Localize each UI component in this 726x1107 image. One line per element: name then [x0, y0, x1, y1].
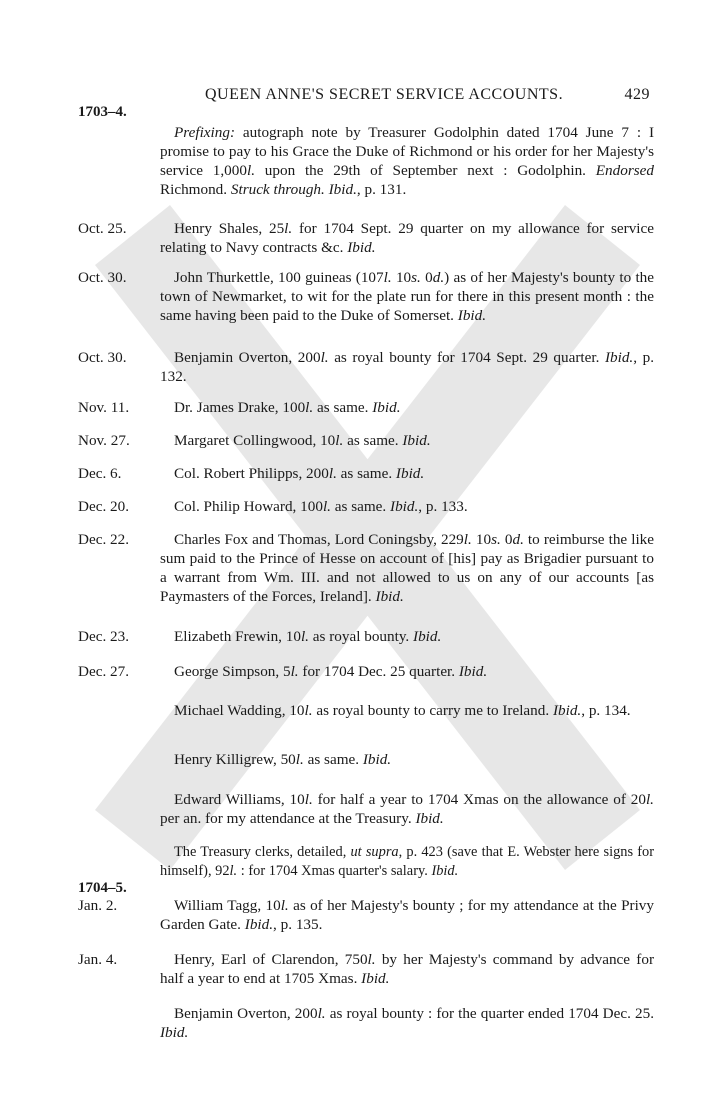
entry-text: George Simpson, 5l. for 1704 Dec. 25 quarter. Ibid.	[174, 663, 488, 680]
entry-date: Dec. 23.	[78, 628, 130, 645]
year-heading: 1703–4.	[78, 104, 127, 120]
entry-text: Charles Fox and Thomas, Lord Coningsby, 229l. 10s. 0d. to reimburse the like sum paid to the Prince of Hesse on account of [his] pay as Brigadier pursuant to a warrant from Wm. III. and not allowed to us on any of our accounts [as Paymasters of the Forces, Ireland]. Ibid.	[160, 531, 655, 605]
entry-text: Henry, Earl of Clarendon, 750l. by her Majesty's command by advance for half a year to end at 1705 Xmas. Ibid.	[160, 951, 654, 987]
year-heading: 1704–5.	[78, 880, 127, 896]
entry-text: William Tagg, 10l. as of her Majesty's bounty ; for my attendance at the Privy Garden Gate. Ibid., p. 135.	[160, 897, 654, 933]
entry-date: Oct. 30.	[78, 269, 127, 286]
ledger-entry	[78, 750, 654, 769]
entry-text: Col. Philip Howard, 100l. as same. Ibid., p. 133.	[174, 498, 468, 515]
entry-text: Benjamin Overton, 200l. as royal bounty for 1704 Sept. 29 quarter. Ibid., p. 132.	[160, 349, 655, 385]
ledger-entry	[78, 431, 654, 450]
entry-date: Nov. 27.	[78, 432, 130, 449]
ledger-entry	[78, 950, 654, 988]
entry-text: Dr. James Drake, 100l. as same. Ibid.	[174, 399, 401, 416]
ledger-entry	[78, 268, 654, 325]
entry-date: Jan. 4.	[78, 951, 118, 968]
entry-text: Michael Wadding, 10l. as royal bounty to carry me to Ireland. Ibid., p. 134.	[174, 702, 631, 719]
ledger-entry	[78, 348, 654, 386]
entry-text: The Treasury clerks, detailed, ut supra, p. 423 (save that E. Webster here signs for himself), 92l. : for 1704 Xmas quarter's salary. Ibid.	[160, 844, 654, 879]
ledger-entry	[78, 123, 654, 199]
entry-text: Col. Robert Philipps, 200l. as same. Ibid.	[174, 465, 425, 482]
entry-text: Henry Killigrew, 50l. as same. Ibid.	[174, 751, 392, 768]
ledger-entry	[78, 219, 654, 257]
entry-date: Oct. 30.	[78, 349, 127, 366]
ledger-entry	[78, 497, 654, 516]
entry-date: Dec. 20.	[78, 498, 130, 515]
entry-date: Jan. 2.	[78, 897, 118, 914]
entry-text: Prefixing: autograph note by Treasurer Godolphin dated 1704 June 7 : I promise to pay to his Grace the Duke of Richmond or his order for her Majesty's service 1,000l. upon the 29th of September next : Godolphin. Endorsed Richmond. Struck through. Ibid., p. 131.	[160, 124, 654, 198]
entry-date: Oct. 25.	[78, 220, 127, 237]
ledger-entry	[78, 627, 654, 646]
ledger-entry	[78, 843, 654, 881]
ledger-entry	[78, 896, 654, 934]
entry-text: Benjamin Overton, 200l. as royal bounty : for the quarter ended 1704 Dec. 25. Ibid.	[160, 1005, 654, 1041]
entry-date: Dec. 22.	[78, 531, 130, 548]
entry-date: Nov. 11.	[78, 399, 130, 416]
entry-text: Henry Shales, 25l. for 1704 Sept. 29 quarter on my allowance for service relating to Navy contracts &c. Ibid.	[160, 220, 654, 256]
entry-date: Dec. 27.	[78, 663, 130, 680]
entry-text: John Thurkettle, 100 guineas (107l. 10s. 0d.) as of her Majesty's bounty to the town of Newmarket, to wit for the plate run for there in this present month : the same having been paid to the Duke of Somerset. Ibid.	[160, 269, 655, 324]
ledger-entry	[78, 790, 654, 828]
entry-text: Edward Williams, 10l. for half a year to 1704 Xmas on the allowance of 20l. per an. for my attendance at the Treasury. Ibid.	[160, 791, 654, 827]
ledger-entry	[78, 530, 654, 606]
page-header-title: QUEEN ANNE'S SECRET SERVICE ACCOUNTS.	[205, 86, 564, 103]
ledger-entry	[78, 464, 654, 483]
page-number: 429	[624, 86, 650, 103]
ledger-entry	[78, 662, 654, 681]
ledger-entry	[78, 1004, 654, 1042]
entry-date: Dec. 6.	[78, 465, 122, 482]
entry-text: Elizabeth Frewin, 10l. as royal bounty. Ibid.	[174, 628, 442, 645]
ledger-entry	[78, 398, 654, 417]
ledger-entry	[78, 701, 654, 720]
entry-text: Margaret Collingwood, 10l. as same. Ibid.	[174, 432, 431, 449]
